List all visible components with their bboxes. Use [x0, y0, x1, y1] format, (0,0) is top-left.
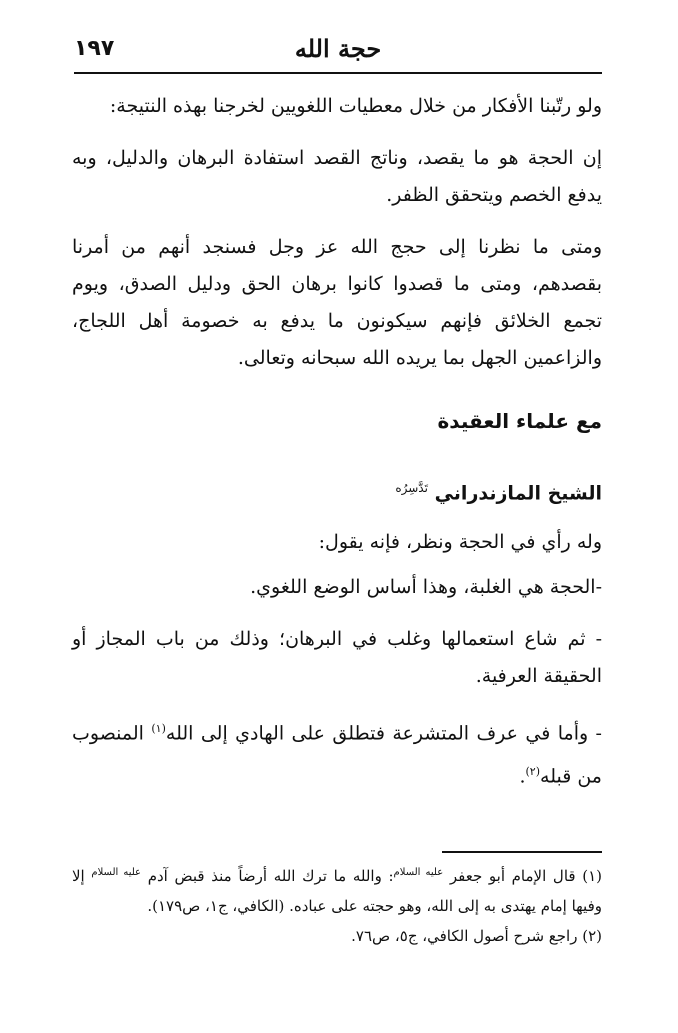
footnote-1-text: (١) قال الإمام أبو جعفر [449, 867, 602, 885]
footnote-honorific: عليه السلام [91, 867, 142, 878]
page-number: ١٩٧ [74, 36, 115, 61]
point-3-text-cont: المنصوب من قبله [72, 722, 602, 787]
paragraph-opinion: وله رأي في الحجة ونظر، فإنه يقول: [318, 531, 602, 554]
point-3-text: - وأما في عرف المتشرعة فتطلق على الهادي إلى الله [165, 722, 602, 745]
paragraph-hujaj: ومتى ما نظرنا إلى حجج الله عز وجل فسنجد أنهم من أمرنا بقصدهم، ومتى ما قصدوا كانوا برهان الحق ودليل الصدق، ويوم تجمع الخلائق فإنهم سيكونون ما يدفع به خصومة أهل اللجاج، والزاعمين الجهل بما يريده الله سبحانه وتعالى. [72, 236, 602, 369]
main-text [72, 88, 602, 810]
point-3-end: . [519, 764, 526, 787]
paragraph-intro: ولو رتّبنا الأفكار من خلال معطيات اللغويين لخرجنا بهذه النتيجة: [109, 95, 602, 117]
page-header [74, 30, 602, 72]
honorific-mark: تَدَّسِرُه [395, 481, 428, 495]
scholar-name: الشيخ المازندراني [434, 482, 602, 505]
footnote-honorific: عليه السلام [393, 867, 444, 878]
footnote-ref-2[interactable]: (٢) [525, 764, 541, 778]
footnote-1 [72, 858, 602, 921]
footnotes [72, 858, 602, 951]
header-divider [74, 72, 602, 74]
paragraph-point-1: -الحجة هي الغلبة، وهذا أساس الوضع اللغوي. [250, 576, 602, 599]
footnote-2: (٢) راجع شرح أصول الكافي، ج٥، ص٧٦. [351, 927, 602, 945]
footnote-divider [442, 851, 602, 853]
scholar-heading [72, 470, 602, 512]
paragraph-point-2: - ثم شاع استعمالها وغلب في البرهان؛ وذلك من باب المجاز أو الحقيقة العرفية. [72, 628, 602, 688]
footnote-1-text-cont: : والله ما ترك الله أرضاً منذ قبض آدم [147, 867, 394, 885]
section-heading: مع علماء العقيدة [437, 409, 602, 433]
footnote-ref-1[interactable]: (١) [151, 722, 166, 736]
paragraph-point-3 [72, 710, 602, 795]
footnote-1-text-end: إلا وفيها إمام يهتدى به إلى الله، وهو حجته على عباده. (الكافي، ج١، ص١٧٩). [72, 867, 602, 915]
running-title: حجة الله [294, 34, 382, 63]
paragraph-conclusion: إن الحجة هو ما يقصد، وناتج القصد استفادة البرهان والدليل، وبه يدفع الخصم ويتحقق الظفر. [72, 147, 602, 206]
